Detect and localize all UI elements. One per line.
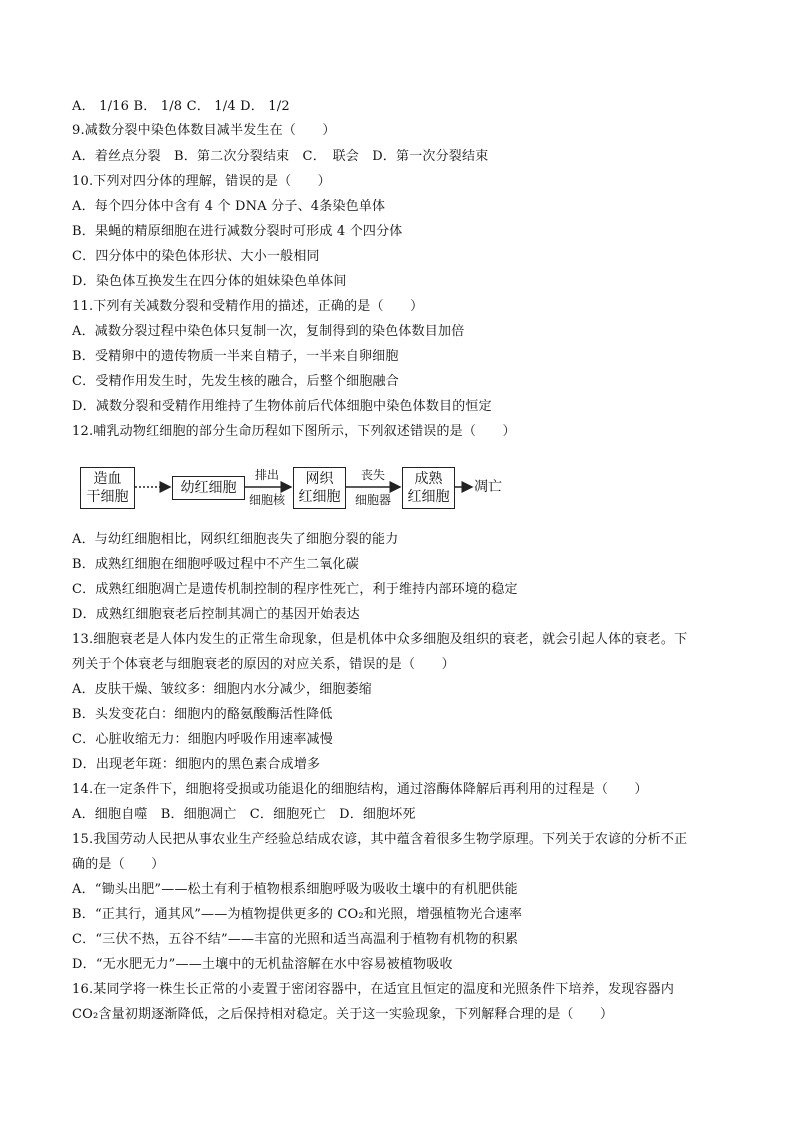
q16-stem-2: CO₂含量初期逐渐降低，之后保持相对稳定。关于这一实验现象，下列解释合理的是（ ）	[72, 1007, 614, 1022]
q13-stem-2: 列关于个体衰老与细胞衰老的原因的对应关系，错误的是（ ）	[72, 657, 455, 672]
q11-option-d: D．减数分裂和受精作用维持了生物体前后代体细胞中染色体数目的恒定	[72, 399, 492, 414]
mature-rbc-line-2: 红细胞	[407, 489, 450, 505]
young-rbc-label: 幼红细胞	[180, 480, 237, 496]
q11-stem: 11.下列有关减数分裂和受精作用的描述，正确的是（ ）	[72, 299, 424, 314]
step1-top-label: 排出	[254, 468, 279, 482]
q10-stem: 10.下列对四分体的理解，错误的是（ ）	[72, 174, 331, 189]
q12-option-a: A．与幼红细胞相比，网织红细胞丧失了细胞分裂的能力	[72, 532, 399, 547]
q15-stem-2: 确的是（ ）	[72, 857, 165, 872]
q10-option-d: D．染色体互换发生在四分体的姐妹染色单体间	[72, 274, 347, 289]
q12-option-b: B．成熟红细胞在细胞呼吸过程中不产生二氧化碳	[72, 557, 359, 572]
rbc-lifecycle-diagram	[80, 463, 540, 515]
q15-option-b: B．“正其行，通其风”——为植物提供更多的 CO₂和光照，增强植物光合速率	[72, 907, 523, 922]
reticulocyte-box	[293, 467, 346, 509]
q10-option-c: C．四分体中的染色体形状、大小一般相同	[72, 249, 320, 264]
apoptosis-label: 凋亡	[474, 479, 502, 495]
stem-cell-line-1: 造血	[93, 471, 122, 487]
young-rbc-box	[172, 476, 245, 500]
q13-stem-1: 13.细胞衰老是人体内发生的正常生命现象，但是机体中众多细胞及组织的衰老，就会引起人体的衰老。下	[72, 632, 688, 647]
q15-option-c: C．“三伏不热，五谷不结”——丰富的光照和适当高温利于植物有机物的积累	[72, 932, 519, 947]
q14-stem: 14.在一定条件下，细胞将受损或功能退化的细胞结构，通过溶酶体降解后再利用的过程是（ ）	[72, 782, 648, 797]
q9-options: A．着丝点分裂 B．第二次分裂结束 C． 联会 D．第一次分裂结束	[72, 149, 489, 164]
q13-option-c: C．心脏收缩无力：细胞内呼吸作用速率减慢	[72, 732, 333, 747]
q8-options: A． 1/16 B． 1/8 C． 1/4 D． 1/2	[72, 99, 290, 114]
q14-options: A．细胞自噬 B．细胞凋亡 C．细胞死亡 D．细胞坏死	[72, 807, 416, 822]
q11-option-a: A．减数分裂过程中染色体只复制一次，复制得到的染色体数目加倍	[72, 324, 465, 339]
stem-cell-line-2: 干细胞	[86, 489, 129, 505]
stem-cell-box	[80, 467, 135, 509]
q12-option-c: C．成熟红细胞凋亡是遗传机制控制的程序性死亡，利于维持内部环境的稳定	[72, 582, 518, 597]
mature-rbc-box	[402, 467, 455, 509]
step2-top-label: 丧失	[360, 468, 385, 482]
q12-stem: 12.哺乳动物红细胞的部分生命历程如下图所示，下列叙述错误的是（ ）	[72, 424, 516, 439]
q13-option-a: A．皮肤干燥、皱纹多：细胞内水分减少，细胞萎缩	[72, 682, 372, 697]
reticulocyte-line-1: 网织	[305, 471, 334, 487]
q15-option-a: A．“锄头出肥”——松土有利于植物根系细胞呼吸为吸收土壤中的有机肥供能	[72, 882, 518, 897]
q10-option-a: A．每个四分体中含有 4 个 DNA 分子、4条染色单体	[72, 199, 386, 214]
q10-option-b: B．果蝇的精原细胞在进行减数分裂时可形成 4 个四分体	[72, 224, 403, 239]
q16-stem-1: 16.某同学将一株生长正常的小麦置于密闭容器中，在适宜且恒定的温度和光照条件下培养，发现容器内	[72, 982, 675, 997]
q15-stem-1: 15.我国劳动人民把从事农业生产经验总结成农谚，其中蕴含着很多生物学原理。下列关于农谚的分析不正	[72, 832, 688, 847]
q11-option-b: B．受精卵中的遗传物质一半来自精子，一半来自卵细胞	[72, 349, 399, 364]
q9-stem: 9.减数分裂中染色体数目减半发生在（ ）	[72, 123, 336, 138]
step1-bottom-label: 细胞核	[248, 493, 285, 507]
q11-option-c: C．受精作用发生时，先发生核的融合，后整个细胞融合	[72, 374, 399, 389]
q13-option-d: D．出现老年斑：细胞内的黑色素合成增多	[72, 757, 321, 772]
reticulocyte-line-2: 红细胞	[298, 489, 341, 505]
step2-bottom-label: 细胞器	[354, 493, 391, 507]
q13-option-b: B．头发变花白：细胞内的酪氨酸酶活性降低	[72, 707, 333, 722]
q15-option-d: D．“无水肥无力”——土壤中的无机盐溶解在水中容易被植物吸收	[72, 957, 453, 972]
q12-option-d: D．成熟红细胞衰老后控制其凋亡的基因开始表达	[72, 607, 360, 622]
mature-rbc-line-1: 成熟	[414, 471, 443, 487]
